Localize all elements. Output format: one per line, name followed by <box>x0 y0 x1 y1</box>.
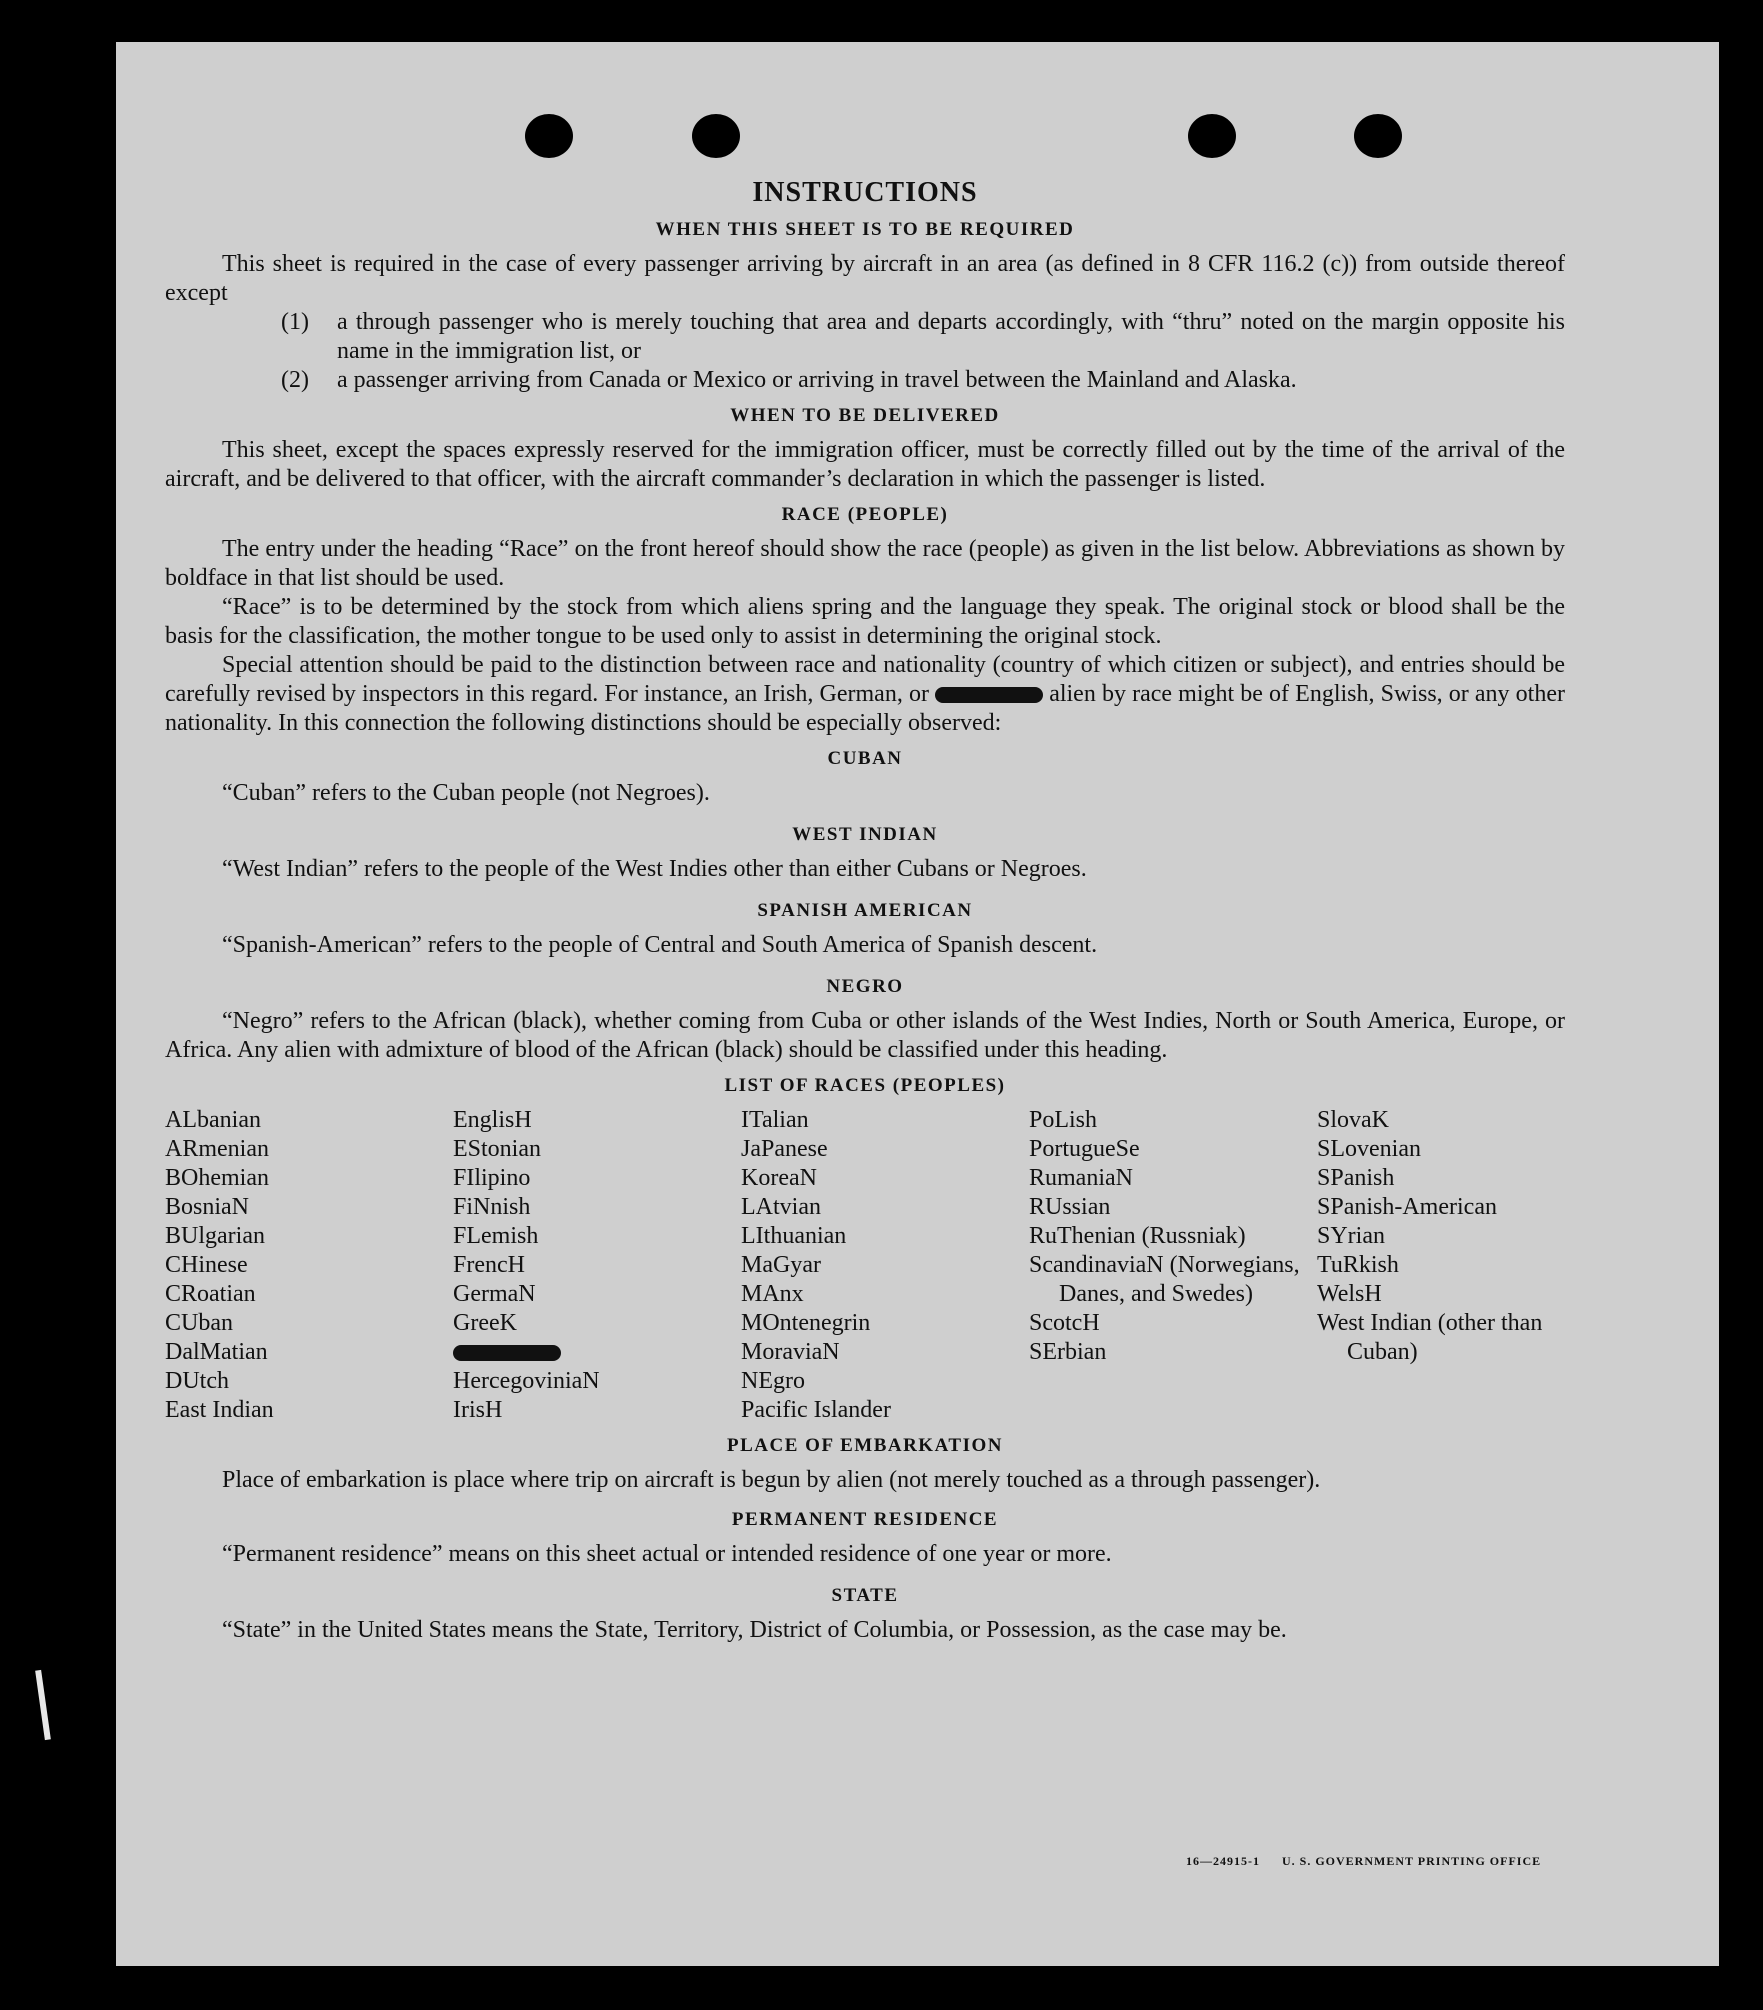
race-entry: HercegoviniaN <box>453 1368 600 1394</box>
race-entry: CUban <box>165 1310 233 1336</box>
race-entry: FLemish <box>453 1223 539 1249</box>
race-list <box>165 1106 1565 1425</box>
race-entry: KoreaN <box>741 1165 817 1191</box>
race-column <box>1029 1106 1317 1425</box>
race-entry: West Indian (other than Cuban) <box>1317 1310 1543 1365</box>
section-heading-list-of-races: LIST OF RACES (PEOPLES) <box>724 1075 1006 1096</box>
race-entry: EnglisH <box>453 1107 532 1133</box>
state-text: “State” in the United States means the State, Territory, District of Columbia, or Possession, as the case may be. <box>222 1617 1287 1643</box>
race-paragraph-2: “Race” is to be determined by the stock from which aliens spring and the language they speak. The original stock or blood shall be the basis for the classification, the mother tongue to be used only to assist in determining the original stock. <box>165 594 1565 649</box>
race-entry: LIthuanian <box>741 1223 847 1249</box>
race-entry: GermaN <box>453 1281 536 1307</box>
race-entry: RumaniaN <box>1029 1165 1133 1191</box>
race-entry: JaPanese <box>741 1136 828 1162</box>
race-entry-redacted <box>453 1338 741 1367</box>
page-title: INSTRUCTIONS <box>752 177 978 208</box>
race-entry: RUssian <box>1029 1194 1111 1220</box>
embarkation-text: Place of embarkation is place where trip on aircraft is begun by alien (not merely touched as a through passenger). <box>222 1467 1321 1493</box>
race-entry: BOhemian <box>165 1165 269 1191</box>
race-entry: BosniaN <box>165 1194 249 1220</box>
punch-hole <box>1188 114 1236 158</box>
form-number: 16—24915-1 <box>1186 1854 1260 1868</box>
redaction-mark <box>453 1345 561 1361</box>
race-entry: IrisH <box>453 1397 503 1423</box>
race-paragraph-3: Special attention should be paid to the distinction between race and nationality (country of which citizen or subject), and entries should be carefully revised by inspectors in this regard. For instance, an Irish, German, or alien by race might be of English, Swiss, or any other nationality. In this connection the following distinctions should be especially observed: <box>165 652 1565 736</box>
section-heading-state: STATE <box>831 1585 899 1606</box>
race-entry: GreeK <box>453 1310 517 1336</box>
section-heading-embarkation: PLACE OF EMBARKATION <box>727 1435 1003 1456</box>
race-entry: EStonian <box>453 1136 541 1162</box>
race-entry: TuRkish <box>1317 1252 1399 1278</box>
race-entry: ScotcH <box>1029 1310 1100 1336</box>
when-delivered-text: This sheet, except the spaces expressly reserved for the immigration officer, must be correctly filled out by the time of the arrival of the aircraft, and be delivered to that officer, with the aircraft commander’s declaration in which the passenger is listed. <box>165 437 1565 492</box>
race-entry: DalMatian <box>165 1339 268 1365</box>
race-entry: SLovenian <box>1317 1136 1421 1162</box>
race-entry: PortugueSe <box>1029 1136 1140 1162</box>
punch-hole <box>692 114 740 158</box>
punch-hole <box>525 114 573 158</box>
race-column <box>1317 1106 1605 1425</box>
race-entry: BUlgarian <box>165 1223 265 1249</box>
race-entry: CRoatian <box>165 1281 256 1307</box>
document-sheet <box>116 42 1719 1966</box>
residence-text: “Permanent residence” means on this sheet actual or intended residence of one year or more. <box>222 1541 1112 1567</box>
race-entry: Pacific Islander <box>741 1397 891 1423</box>
race-entry: ARmenian <box>165 1136 269 1162</box>
section-heading-spanish-american: SPANISH AMERICAN <box>757 900 973 921</box>
race-entry: FrencH <box>453 1252 525 1278</box>
race-entry: MoraviaN <box>741 1339 840 1365</box>
race-column <box>165 1106 453 1425</box>
section-heading-west-indian: WEST INDIAN <box>792 824 938 845</box>
section-heading-race: RACE (PEOPLE) <box>781 504 949 525</box>
race-entry: ScandinaviaN (Norwegians, Danes, and Swedes) <box>1029 1252 1300 1307</box>
race-entry: RuThenian (Russniak) <box>1029 1223 1246 1249</box>
race-entry: DUtch <box>165 1368 229 1394</box>
race-entry: LAtvian <box>741 1194 821 1220</box>
race-entry: SErbian <box>1029 1339 1107 1365</box>
race-entry: SPanish <box>1317 1165 1395 1191</box>
section-heading-negro: NEGRO <box>826 976 904 997</box>
race-entry: SYrian <box>1317 1223 1385 1249</box>
print-footer <box>1186 1854 1541 1869</box>
printer-credit: U. S. GOVERNMENT PRINTING OFFICE <box>1282 1854 1542 1868</box>
race-paragraph-1: The entry under the heading “Race” on the front hereof should show the race (people) as given in the list below. Abbreviations as shown by boldface in that list should be used. <box>165 536 1565 591</box>
scan-artifact <box>35 1670 51 1740</box>
west-indian-text: “West Indian” refers to the people of the West Indies other than either Cubans or Negroes. <box>222 856 1087 882</box>
race-entry: ALbanian <box>165 1107 261 1133</box>
race-entry: FIlipino <box>453 1165 531 1191</box>
race-entry: CHinese <box>165 1252 248 1278</box>
when-required-intro: This sheet is required in the case of every passenger arriving by aircraft in an area (as defined in 8 CFR 116.2 (c)) from outside thereof except <box>165 251 1565 306</box>
race-entry: MOntenegrin <box>741 1310 871 1336</box>
section-heading-cuban: CUBAN <box>827 748 903 769</box>
race-entry: SPanish-American <box>1317 1194 1497 1220</box>
race-entry: ITalian <box>741 1107 809 1133</box>
exception-item: (2) a passenger arriving from Canada or Mexico or arriving in travel between the Mainland and Alaska. <box>281 367 1297 393</box>
section-heading-residence: PERMANENT RESIDENCE <box>731 1509 999 1530</box>
cuban-text: “Cuban” refers to the Cuban people (not Negroes). <box>222 780 710 806</box>
section-heading-when-required: WHEN THIS SHEET IS TO BE REQUIRED <box>655 219 1075 240</box>
race-entry: PoLish <box>1029 1107 1098 1133</box>
section-heading-when-delivered: WHEN TO BE DELIVERED <box>730 405 1000 426</box>
race-entry: MaGyar <box>741 1252 821 1278</box>
race-column <box>453 1106 741 1425</box>
race-entry: WelsH <box>1317 1281 1382 1307</box>
exception-item: (1) a through passenger who is merely touching that area and departs accordingly, with “thru” noted on the margin opposite his name in the immigration list, or <box>281 309 1565 364</box>
punch-hole <box>1354 114 1402 158</box>
race-entry: SlovaK <box>1317 1107 1389 1133</box>
race-entry: FiNnish <box>453 1194 531 1220</box>
negro-text: “Negro” refers to the African (black), whether coming from Cuba or other islands of the West Indies, North or South America, Europe, or Africa. Any alien with admixture of blood of the African (black) should be classified under this heading. <box>165 1008 1565 1063</box>
redaction-mark <box>935 687 1043 703</box>
instructions-content <box>165 178 1565 1645</box>
race-entry: NEgro <box>741 1368 805 1394</box>
race-entry: East Indian <box>165 1397 274 1423</box>
spanish-american-text: “Spanish-American” refers to the people of Central and South America of Spanish descent. <box>222 932 1098 958</box>
race-entry: MAnx <box>741 1281 804 1307</box>
race-column <box>741 1106 1029 1425</box>
